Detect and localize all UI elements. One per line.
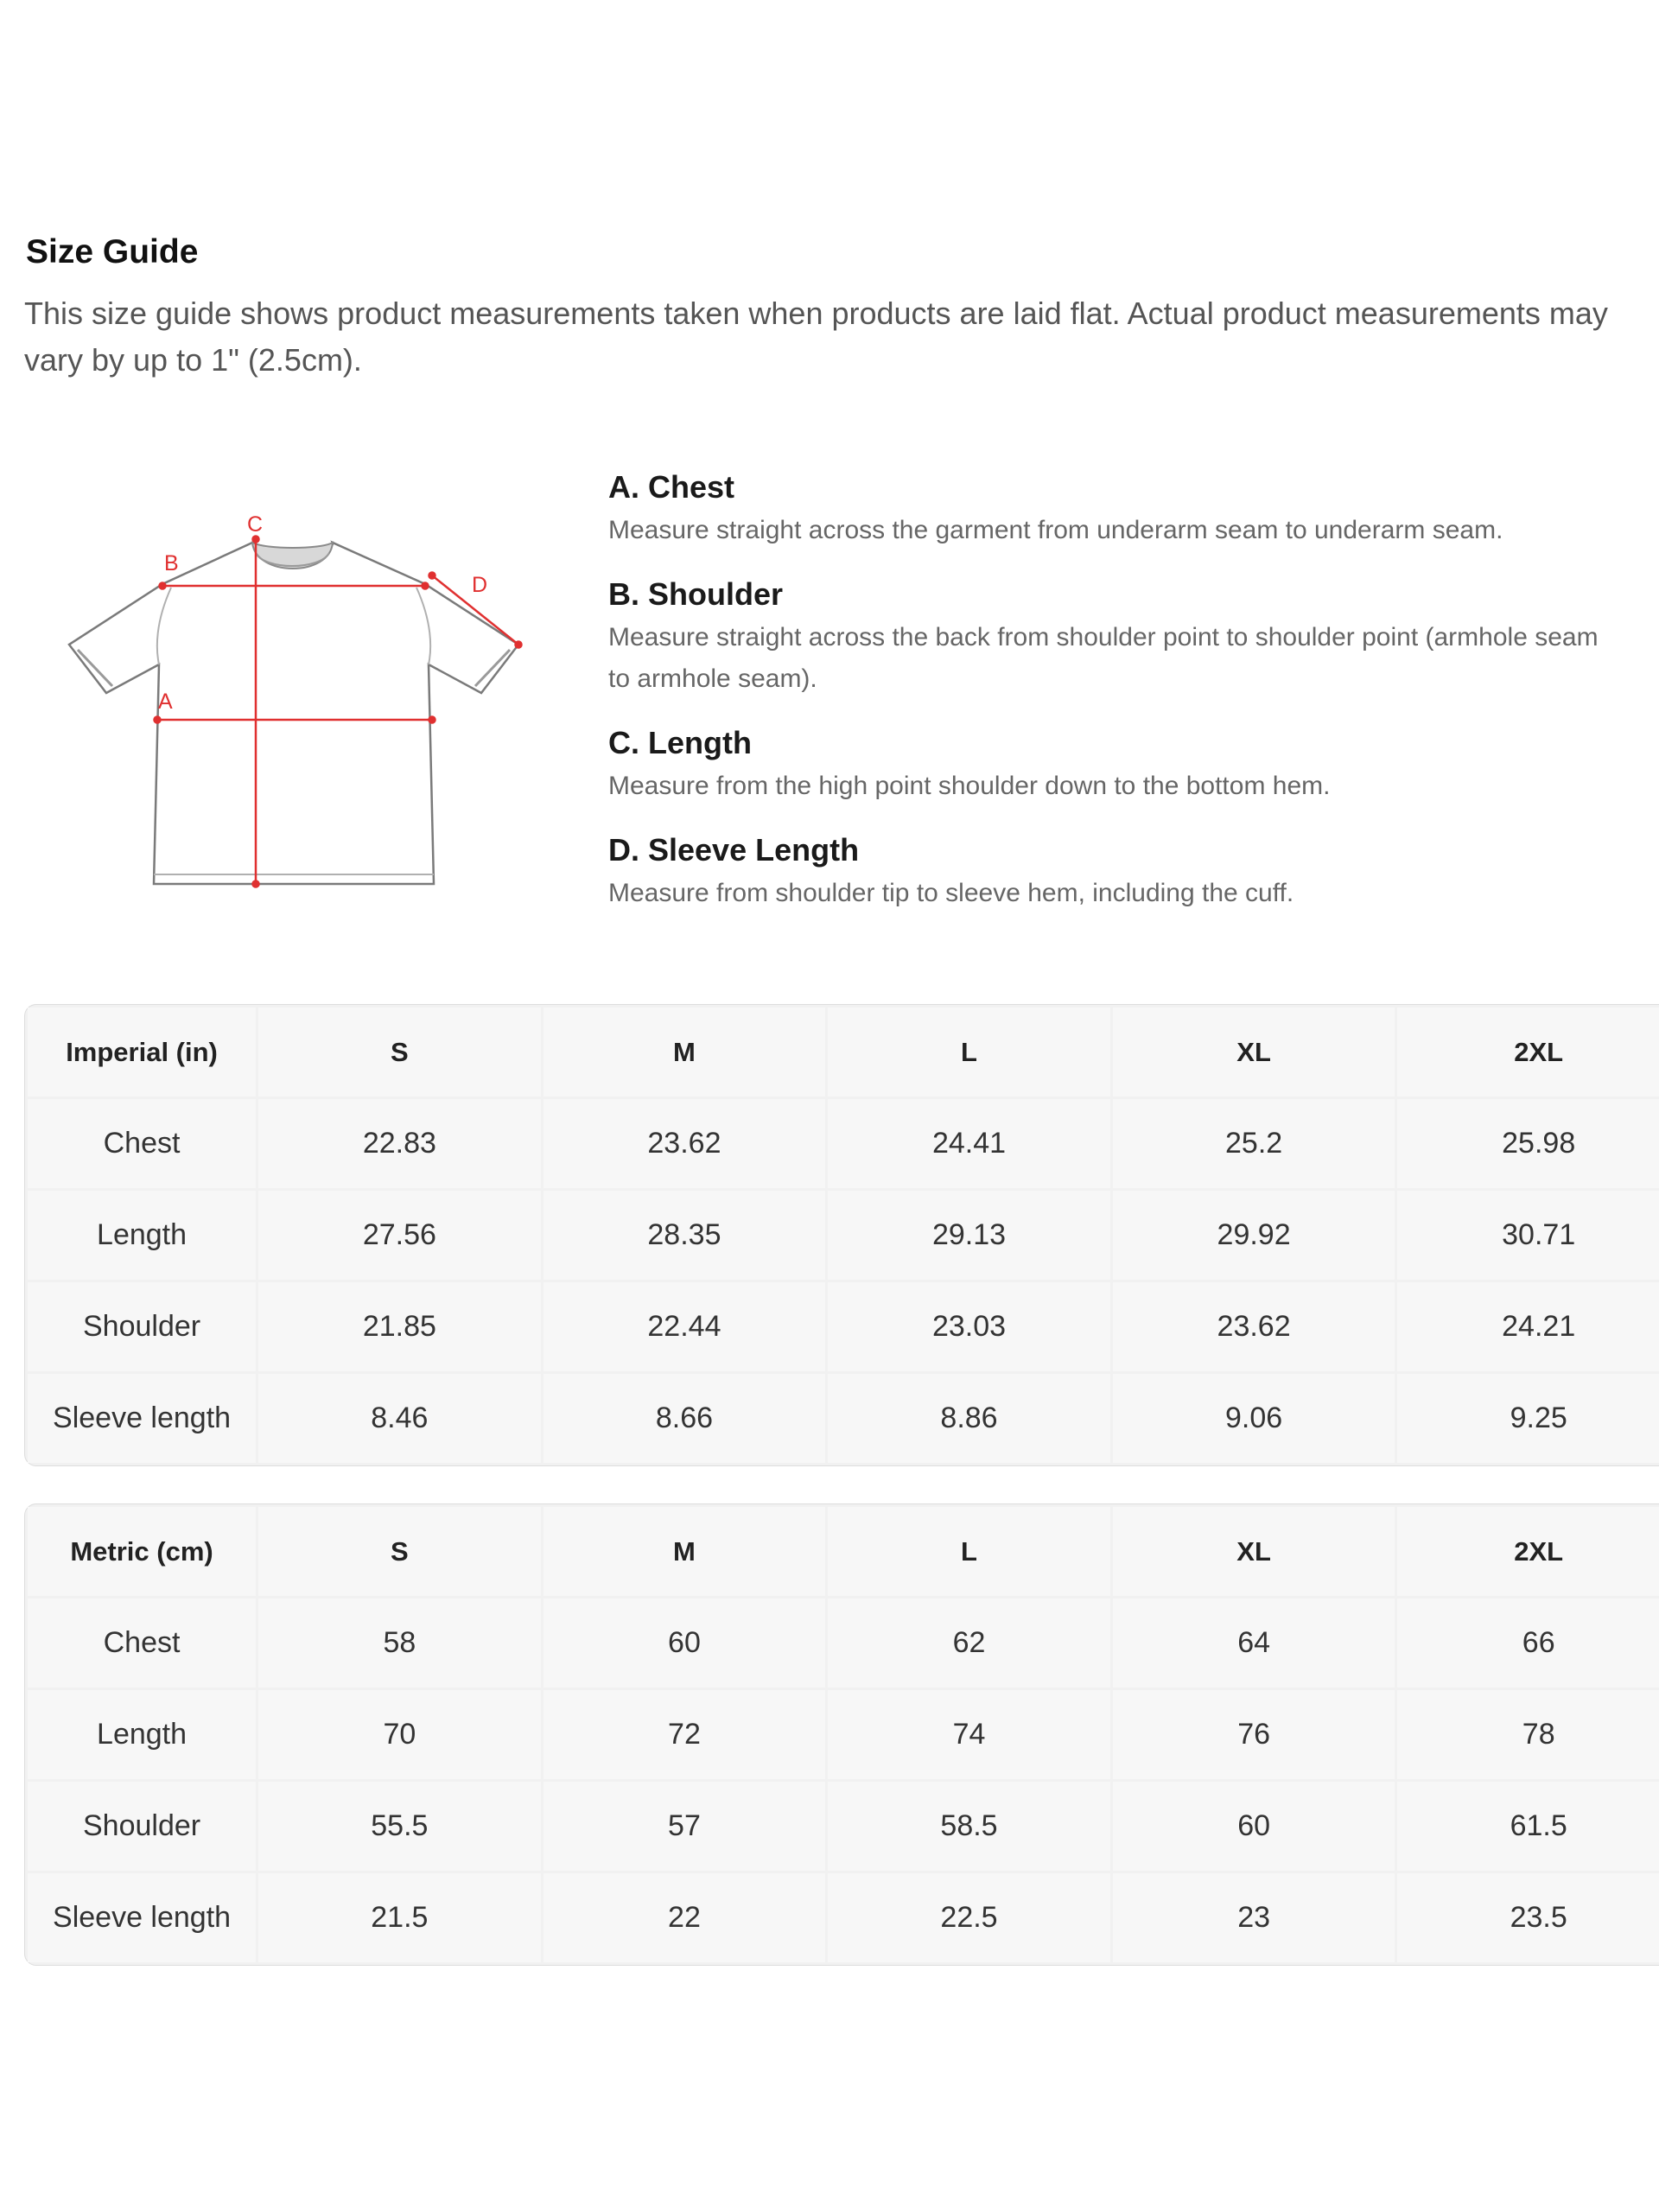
size-guide-intro: This size guide shows product measurements taken when products are laid flat. Actual product measurements may vary by up to 1" (2.5cm). bbox=[24, 296, 1608, 378]
table-row bbox=[28, 1782, 1659, 1871]
header-cell: XL bbox=[1113, 1507, 1395, 1596]
table-row bbox=[28, 1282, 1659, 1371]
table-cell: 24.41 bbox=[828, 1099, 1110, 1188]
definition-title: A. Chest bbox=[608, 469, 735, 505]
table-cell: 72 bbox=[543, 1690, 826, 1779]
definition-description: Measure straight across the garment from underarm seam to underarm seam. bbox=[608, 516, 1503, 544]
table-cell: 60 bbox=[543, 1599, 826, 1688]
metric-size-table bbox=[24, 1503, 1659, 1966]
label-d: D bbox=[472, 573, 488, 597]
row-label: Sleeve length bbox=[28, 1374, 256, 1463]
table-cell: 22.5 bbox=[828, 1873, 1110, 1962]
table-cell: 60 bbox=[1113, 1782, 1395, 1871]
table-cell: 66 bbox=[1397, 1599, 1659, 1688]
table-cell: 8.46 bbox=[258, 1374, 541, 1463]
table-cell: 21.85 bbox=[258, 1282, 541, 1371]
table-cell: 23.5 bbox=[1397, 1873, 1659, 1962]
page-title: Size Guide bbox=[26, 233, 199, 270]
table-cell: 23.62 bbox=[1113, 1282, 1395, 1371]
imperial-size-table bbox=[24, 1004, 1659, 1466]
header-cell: S bbox=[258, 1007, 541, 1096]
table-cell: 76 bbox=[1113, 1690, 1395, 1779]
table-cell: 70 bbox=[258, 1690, 541, 1779]
table-cell: 23.62 bbox=[543, 1099, 826, 1188]
table-row bbox=[28, 1374, 1659, 1463]
table-cell: 61.5 bbox=[1397, 1782, 1659, 1871]
definition-shoulder bbox=[608, 572, 1659, 700]
definition-title: C. Length bbox=[608, 725, 752, 760]
table-cell: 21.5 bbox=[258, 1873, 541, 1962]
definition-title: D. Sleeve Length bbox=[608, 832, 860, 868]
label-c: C bbox=[247, 512, 264, 537]
definition-title: B. Shoulder bbox=[608, 576, 784, 612]
measurement-definitions bbox=[608, 465, 1659, 935]
tshirt-outline bbox=[69, 543, 518, 884]
table-cell: 23.03 bbox=[828, 1282, 1110, 1371]
table-cell: 78 bbox=[1397, 1690, 1659, 1779]
definition-description-continued: to armhole seam). bbox=[608, 664, 817, 693]
table-header-row bbox=[28, 1007, 1659, 1096]
table-cell: 29.92 bbox=[1113, 1191, 1395, 1280]
header-cell: L bbox=[828, 1507, 1110, 1596]
tshirt-measurement-diagram bbox=[52, 501, 553, 899]
row-label: Sleeve length bbox=[28, 1873, 256, 1962]
table-header-row bbox=[28, 1507, 1659, 1596]
row-label: Chest bbox=[28, 1099, 256, 1188]
row-label: Chest bbox=[28, 1599, 256, 1688]
table-cell: 25.2 bbox=[1113, 1099, 1395, 1188]
definition-description: Measure from shoulder tip to sleeve hem, including the cuff. bbox=[608, 879, 1294, 907]
definition-length bbox=[608, 721, 1659, 807]
header-cell: XL bbox=[1113, 1007, 1395, 1096]
table-cell: 9.25 bbox=[1397, 1374, 1659, 1463]
label-a: A bbox=[158, 690, 173, 714]
table-cell: 8.66 bbox=[543, 1374, 826, 1463]
row-label: Shoulder bbox=[28, 1782, 256, 1871]
table-row bbox=[28, 1599, 1659, 1688]
definition-description: Measure straight across the back from shoulder point to shoulder point (armhole seam bbox=[608, 623, 1599, 652]
table-cell: 30.71 bbox=[1397, 1191, 1659, 1280]
table-cell: 8.86 bbox=[828, 1374, 1110, 1463]
table-cell: 62 bbox=[828, 1599, 1110, 1688]
table-cell: 25.98 bbox=[1397, 1099, 1659, 1188]
table-cell: 29.13 bbox=[828, 1191, 1110, 1280]
table-cell: 74 bbox=[828, 1690, 1110, 1779]
header-cell: S bbox=[258, 1507, 541, 1596]
table-cell: 55.5 bbox=[258, 1782, 541, 1871]
header-cell: Imperial (in) bbox=[28, 1007, 256, 1096]
row-label: Length bbox=[28, 1690, 256, 1779]
header-cell: Metric (cm) bbox=[28, 1507, 256, 1596]
table-cell: 58 bbox=[258, 1599, 541, 1688]
header-cell: M bbox=[543, 1507, 826, 1596]
table-cell: 22.44 bbox=[543, 1282, 826, 1371]
header-cell: 2XL bbox=[1397, 1007, 1659, 1096]
definition-chest bbox=[608, 465, 1659, 551]
table-row bbox=[28, 1873, 1659, 1962]
header-cell: M bbox=[543, 1007, 826, 1096]
label-b: B bbox=[164, 551, 179, 575]
table-cell: 28.35 bbox=[543, 1191, 826, 1280]
table-cell: 22 bbox=[543, 1873, 826, 1962]
definition-sleeve-length bbox=[608, 828, 1659, 914]
table-cell: 22.83 bbox=[258, 1099, 541, 1188]
row-label: Length bbox=[28, 1191, 256, 1280]
table-row bbox=[28, 1690, 1659, 1779]
table-cell: 9.06 bbox=[1113, 1374, 1395, 1463]
table-row bbox=[28, 1191, 1659, 1280]
table-cell: 24.21 bbox=[1397, 1282, 1659, 1371]
table-row bbox=[28, 1099, 1659, 1188]
table-cell: 27.56 bbox=[258, 1191, 541, 1280]
table-cell: 64 bbox=[1113, 1599, 1395, 1688]
header-cell: 2XL bbox=[1397, 1507, 1659, 1596]
table-cell: 58.5 bbox=[828, 1782, 1110, 1871]
row-label: Shoulder bbox=[28, 1282, 256, 1371]
table-cell: 23 bbox=[1113, 1873, 1395, 1962]
definition-description: Measure from the high point shoulder down to the bottom hem. bbox=[608, 772, 1331, 800]
header-cell: L bbox=[828, 1007, 1110, 1096]
table-cell: 57 bbox=[543, 1782, 826, 1871]
